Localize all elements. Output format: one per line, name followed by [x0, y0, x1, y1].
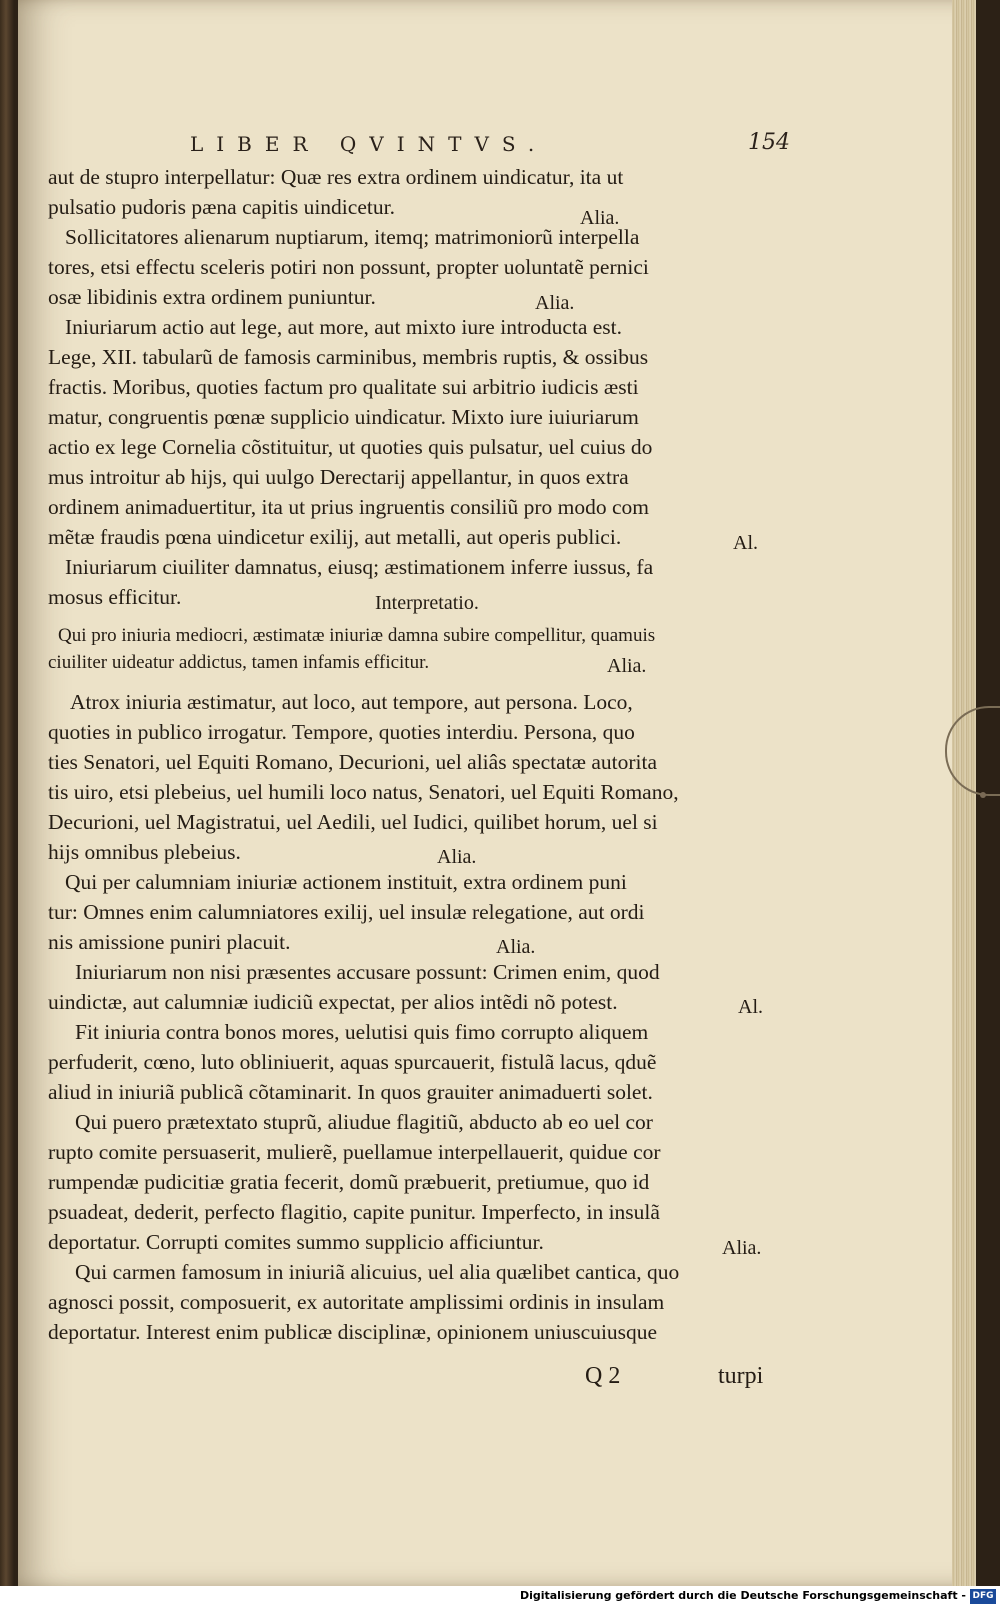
- page-spot: [980, 792, 986, 798]
- text-line: hijs omnibus plebeius.: [48, 840, 241, 864]
- text-line: matur, congruentis pœnæ supplicio uindicatur. Mixto iure iuiuriarum: [48, 405, 639, 429]
- text-line: Qui carmen famosum in iniuriã alicuius, uel alia quælibet cantica, quo: [75, 1260, 680, 1284]
- text-line: mus introitur ab hijs, qui uulgo Derectarij appellantur, in quos extra: [48, 465, 629, 489]
- text-line: uindictæ, aut calumniæ iudiciũ expectat, per alios intẽdi nõ potest.: [48, 990, 618, 1014]
- text-line: tur: Omnes enim calumniatores exilij, uel insulæ relegatione, aut ordi: [48, 900, 645, 924]
- text-line: mosus efficitur.: [48, 585, 182, 609]
- rubric-al: Al.: [733, 532, 758, 554]
- text-line: ties Senatori, uel Equiti Romano, Decurioni, uel aliâs spectatæ autorita: [48, 750, 658, 774]
- interpretatio-line: ciuiliter uideatur addictus, tamen infamis efficitur.: [48, 652, 430, 673]
- text-line: quoties in publico irrogatur. Tempore, quoties interdiu. Persona, quo: [48, 720, 635, 744]
- dfg-logo-icon: DFG: [970, 1589, 996, 1604]
- text-line: deportatur. Interest enim publicæ disciplinæ, opinionem uniuscuiusque: [48, 1320, 658, 1344]
- text-line: pulsatio pudoris pæna capitis uindicetur.: [48, 195, 395, 219]
- footer-bar: [0, 1586, 1000, 1608]
- text-line: Iniuriarum ciuiliter damnatus, eiusq; æstimationem inferre iussus, fa: [65, 555, 654, 579]
- rubric-alia: Alia.: [535, 292, 575, 314]
- text-line: Atrox iniuria æstimatur, aut loco, aut tempore, aut persona. Loco,: [70, 690, 633, 714]
- text-line: fractis. Moribus, quoties factum pro qualitate sui arbitrio iudicis æsti: [48, 375, 639, 399]
- rubric-alia: Alia.: [607, 655, 647, 677]
- text-line: ordinem animaduertitur, ita ut prius ingruentis consiliũ pro modo com: [48, 495, 650, 519]
- text-line: Decurioni, uel Magistratui, uel Aedili, uel Iudici, quilibet horum, uel si: [48, 810, 658, 834]
- text-line: nis amissione puniri placuit.: [48, 930, 291, 954]
- text-line: Iniuriarum non nisi præsentes accusare possunt: Crimen enim, quod: [75, 960, 660, 984]
- text-line: Sollicitatores alienarum nuptiarum, itemq; matrimoniorũ interpella: [65, 225, 640, 249]
- rubric-alia: Alia.: [722, 1237, 762, 1259]
- rubric-alia: Alia.: [580, 207, 620, 229]
- text-line: perfuderit, cœno, luto obliniuerit, aquas spurcauerit, fistulã lacus, qduẽ: [48, 1050, 657, 1074]
- folio-number: 154: [748, 130, 790, 155]
- text-line: Qui puero prætextato stuprũ, aliudue flagitiũ, abducto ab eo uel cor: [75, 1110, 653, 1134]
- text-line: mẽtæ fraudis pœna uindicetur exilij, aut metalli, aut operis publici.: [48, 525, 622, 549]
- text-line: rumpendæ pudicitiæ gratia fecerit, domũ præbuerit, pretiumue, quo id: [48, 1170, 650, 1194]
- footer-credit: Digitalisierung gefördert durch die Deutsche Forschungsgemeinschaft -: [519, 1589, 966, 1602]
- signature-mark: Q 2: [585, 1363, 621, 1389]
- text-line: aut de stupro interpellatur: Quæ res extra ordinem uindicatur, ita ut: [48, 165, 624, 189]
- text-line: Fit iniuria contra bonos mores, uelutisi quis fimo corrupto aliquem: [75, 1020, 649, 1044]
- text-line: tores, etsi effectu sceleris potiri non possunt, propter uoluntatẽ pernici: [48, 255, 649, 279]
- text-line: deportatur. Corrupti comites summo supplicio afficiuntur.: [48, 1230, 544, 1254]
- catchword: turpi: [718, 1363, 764, 1389]
- text-line: aliud in iniuriã publicã cõtaminarit. In quos grauiter animaduerti solet.: [48, 1080, 653, 1104]
- rubric-alia: Alia.: [496, 936, 536, 958]
- text-line: Iniuriarum actio aut lege, aut more, aut mixto iure introducta est.: [65, 315, 623, 339]
- text-line: actio ex lege Cornelia cõstituitur, ut quoties quis pulsatur, uel cuius do: [48, 435, 653, 459]
- interpretatio-line: Qui pro iniuria mediocri, æstimatæ iniuriæ damna subire compellitur, quamuis: [58, 625, 656, 646]
- text-line: rupto comite persuaserit, mulierẽ, puellamue interpellauerit, quidue cor: [48, 1140, 661, 1164]
- text-line: osæ libidinis extra ordinem puniuntur.: [48, 285, 376, 309]
- rubric-al: Al.: [738, 996, 763, 1018]
- running-head: LIBER QVINTVS.: [190, 132, 548, 156]
- text-line: tis uiro, etsi plebeius, uel humili loco natus, Senatori, uel Equiti Romano,: [48, 780, 679, 804]
- text-line: Lege, XII. tabularũ de famosis carminibus, membris ruptis, & ossibus: [48, 345, 649, 369]
- rubric-interpretatio: Interpretatio.: [375, 592, 479, 614]
- text-line: psuadeat, dederit, perfecto flagitio, capite punitur. Imperfecto, in insulã: [48, 1200, 660, 1224]
- text-line: Qui per calumniam iniuriæ actionem instituit, extra ordinem puni: [65, 870, 627, 894]
- rubric-alia: Alia.: [437, 846, 477, 868]
- text-line: agnosci possit, composuerit, ex autoritate amplissimi ordinis in insulam: [48, 1290, 665, 1314]
